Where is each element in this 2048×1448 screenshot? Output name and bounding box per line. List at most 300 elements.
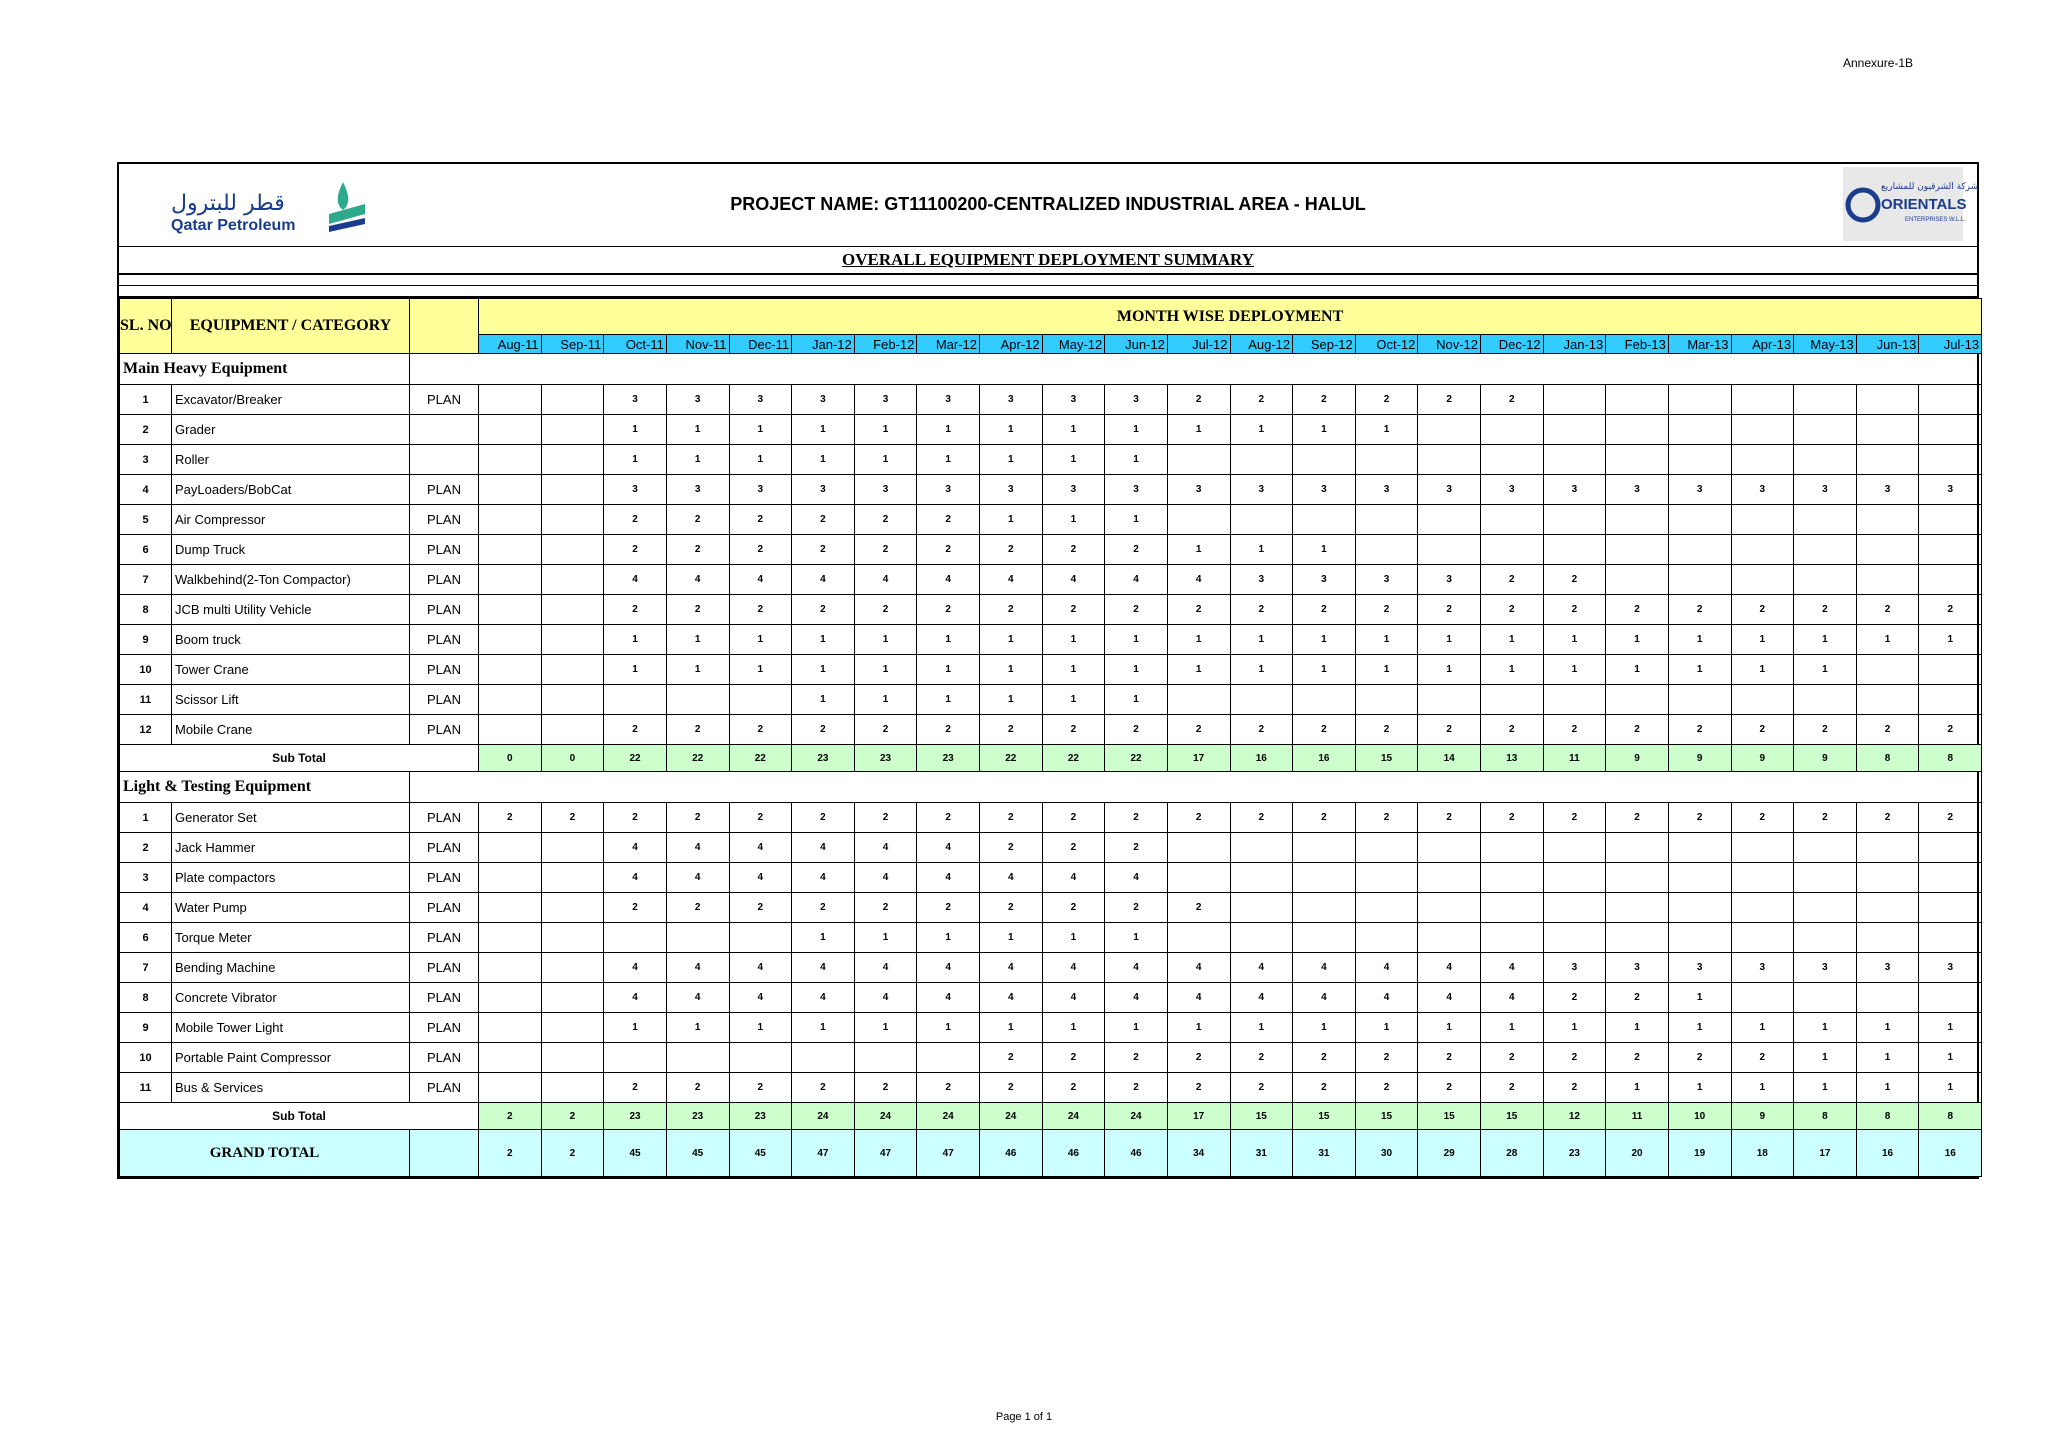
deployment-value: 2 (1418, 1073, 1481, 1103)
deployment-value (541, 1043, 604, 1073)
grand-total-value: 18 (1731, 1130, 1794, 1177)
deployment-value: 1 (917, 1013, 980, 1043)
deployment-value (1856, 685, 1919, 715)
deployment-value (1418, 445, 1481, 475)
deployment-value: 1 (1105, 445, 1168, 475)
deployment-value: 2 (1042, 893, 1105, 923)
deployment-value: 2 (1230, 385, 1293, 415)
month-header: Sep-12 (1293, 335, 1356, 354)
deployment-value (1606, 685, 1669, 715)
deployment-value (541, 1013, 604, 1043)
deployment-value: 4 (1230, 983, 1293, 1013)
deployment-value (1794, 833, 1857, 863)
deployment-value (1919, 923, 1982, 953)
deployment-value (1794, 893, 1857, 923)
equipment-row (120, 625, 1982, 655)
deployment-value: 2 (1794, 803, 1857, 833)
deployment-value (1731, 565, 1794, 595)
plan-label: PLAN (410, 1013, 479, 1043)
deployment-value: 1 (854, 655, 917, 685)
deployment-value (1293, 685, 1356, 715)
deployment-value: 1 (980, 625, 1043, 655)
deployment-value: 3 (1042, 475, 1105, 505)
deployment-value: 2 (729, 893, 792, 923)
deployment-value: 2 (1167, 385, 1230, 415)
equipment-name: Mobile Tower Light (172, 1013, 410, 1043)
qp-logo-text: Qatar Petroleum (171, 217, 296, 234)
deployment-value (1543, 415, 1606, 445)
deployment-value: 4 (1105, 565, 1168, 595)
deployment-value: 2 (792, 1073, 855, 1103)
plan-label: PLAN (410, 1043, 479, 1073)
deployment-value: 2 (917, 595, 980, 625)
deployment-value: 4 (980, 565, 1043, 595)
sl-number: 5 (120, 505, 172, 535)
deployment-value: 1 (1293, 535, 1356, 565)
deployment-value (1481, 685, 1544, 715)
table-body (120, 354, 1982, 1177)
deployment-value: 4 (854, 565, 917, 595)
deployment-value (479, 833, 542, 863)
subtotal-value: 0 (479, 745, 542, 772)
grand-total-value: 23 (1543, 1130, 1606, 1177)
grand-total-row (120, 1130, 1982, 1177)
plan-label: PLAN (410, 625, 479, 655)
deployment-value (541, 923, 604, 953)
subtotal-value: 23 (729, 1103, 792, 1130)
deployment-value (1731, 685, 1794, 715)
deployment-value: 2 (792, 505, 855, 535)
plan-label: PLAN (410, 983, 479, 1013)
deployment-value: 4 (917, 565, 980, 595)
deployment-value: 4 (792, 863, 855, 893)
sl-number: 3 (120, 445, 172, 475)
plan-label (410, 445, 479, 475)
deployment-value (1355, 833, 1418, 863)
deployment-value: 2 (1606, 715, 1669, 745)
equipment-row (120, 833, 1982, 863)
deployment-value: 2 (1919, 715, 1982, 745)
deployment-value (1293, 445, 1356, 475)
deployment-value (1668, 535, 1731, 565)
deployment-value: 2 (1731, 803, 1794, 833)
deployment-value: 4 (854, 833, 917, 863)
deployment-value: 3 (1668, 475, 1731, 505)
deployment-value: 2 (1105, 715, 1168, 745)
deployment-value: 1 (1042, 923, 1105, 953)
equipment-row (120, 385, 1982, 415)
subtotal-value: 9 (1668, 745, 1731, 772)
deployment-value (1167, 923, 1230, 953)
subtotal-value: 2 (479, 1103, 542, 1130)
equipment-row (120, 685, 1982, 715)
equipment-name: PayLoaders/BobCat (172, 475, 410, 505)
deployment-value: 1 (1606, 1013, 1669, 1043)
deployment-value (479, 535, 542, 565)
deployment-value (1167, 445, 1230, 475)
deployment-value (1355, 445, 1418, 475)
deployment-value: 2 (980, 1043, 1043, 1073)
deployment-value (1919, 535, 1982, 565)
equipment-row (120, 655, 1982, 685)
month-header: Mar-13 (1668, 335, 1731, 354)
deployment-value: 1 (1543, 625, 1606, 655)
deployment-value: 1 (1794, 1013, 1857, 1043)
deployment-value: 1 (1355, 415, 1418, 445)
subtotal-value: 23 (917, 745, 980, 772)
deployment-value (1481, 445, 1544, 475)
deployment-value: 4 (729, 863, 792, 893)
deployment-value (604, 685, 667, 715)
deployment-value: 1 (1481, 625, 1544, 655)
month-header: Mar-12 (917, 335, 980, 354)
subtotal-value: 24 (980, 1103, 1043, 1130)
sl-number: 7 (120, 565, 172, 595)
deployment-value: 4 (1481, 953, 1544, 983)
sl-number: 6 (120, 923, 172, 953)
deployment-value (792, 1043, 855, 1073)
equipment-name: Excavator/Breaker (172, 385, 410, 415)
deployment-value: 2 (1042, 535, 1105, 565)
deployment-value: 1 (980, 685, 1043, 715)
deployment-value (1731, 505, 1794, 535)
deployment-value: 1 (1606, 625, 1669, 655)
deployment-value: 1 (1293, 625, 1356, 655)
month-header: Nov-12 (1418, 335, 1481, 354)
deployment-value: 2 (980, 803, 1043, 833)
subtotal-value: 22 (1042, 745, 1105, 772)
deployment-value: 1 (792, 1013, 855, 1043)
month-header: Oct-12 (1355, 335, 1418, 354)
month-header: Apr-12 (980, 335, 1043, 354)
equipment-row (120, 445, 1982, 475)
deployment-value (479, 983, 542, 1013)
deployment-value: 1 (917, 655, 980, 685)
deployment-value: 3 (1418, 475, 1481, 505)
deployment-value (1794, 685, 1857, 715)
subtotal-label: Sub Total (120, 1103, 479, 1130)
deployment-value: 1 (1355, 625, 1418, 655)
grand-total-value: 19 (1668, 1130, 1731, 1177)
subtotal-value: 8 (1919, 745, 1982, 772)
deployment-value: 1 (1481, 1013, 1544, 1043)
plan-label: PLAN (410, 863, 479, 893)
deployment-value: 1 (1042, 505, 1105, 535)
deployment-value (1919, 655, 1982, 685)
deployment-value: 1 (854, 445, 917, 475)
deployment-value: 3 (729, 385, 792, 415)
equipment-row (120, 1013, 1982, 1043)
equipment-row (120, 715, 1982, 745)
deployment-value: 2 (1293, 385, 1356, 415)
deployment-value: 2 (1543, 1073, 1606, 1103)
deployment-value (1543, 385, 1606, 415)
sl-number: 7 (120, 953, 172, 983)
deployment-value (1668, 445, 1731, 475)
subtotal-value: 14 (1418, 745, 1481, 772)
deployment-value: 2 (1230, 803, 1293, 833)
deployment-value (666, 1043, 729, 1073)
equipment-row (120, 505, 1982, 535)
deployment-value: 4 (980, 863, 1043, 893)
deployment-value: 1 (1668, 983, 1731, 1013)
deployment-value (1355, 863, 1418, 893)
plan-label: PLAN (410, 385, 479, 415)
deployment-table (119, 298, 1982, 1177)
deployment-value: 2 (1418, 715, 1481, 745)
deployment-value: 2 (1481, 1073, 1544, 1103)
deployment-value: 1 (1042, 685, 1105, 715)
subtotal-label: Sub Total (120, 745, 479, 772)
subtotal-value: 10 (1668, 1103, 1731, 1130)
deployment-value: 2 (1293, 1073, 1356, 1103)
deployment-value (1668, 893, 1731, 923)
deployment-value (1668, 505, 1731, 535)
deployment-value: 1 (980, 445, 1043, 475)
deployment-value: 1 (1293, 1013, 1356, 1043)
deployment-value: 1 (980, 1013, 1043, 1043)
deployment-value: 4 (666, 833, 729, 863)
deployment-value: 3 (1606, 953, 1669, 983)
deployment-value (1418, 833, 1481, 863)
deployment-value: 1 (1418, 1013, 1481, 1043)
deployment-value: 2 (541, 803, 604, 833)
deployment-value: 2 (1042, 1043, 1105, 1073)
deployment-value: 2 (1293, 715, 1356, 745)
deployment-value (1668, 385, 1731, 415)
grand-total-value: 45 (729, 1130, 792, 1177)
subtotal-value: 17 (1167, 745, 1230, 772)
deployment-value: 4 (792, 833, 855, 863)
deployment-value (729, 1043, 792, 1073)
month-header: Aug-12 (1230, 335, 1293, 354)
month-header: May-12 (1042, 335, 1105, 354)
deployment-value (1543, 445, 1606, 475)
deployment-value (1606, 893, 1669, 923)
deployment-value: 2 (980, 1073, 1043, 1103)
deployment-value: 3 (980, 385, 1043, 415)
equipment-name: Tower Crane (172, 655, 410, 685)
equipment-name: Scissor Lift (172, 685, 410, 715)
deployment-value: 1 (1167, 625, 1230, 655)
deployment-value: 1 (1794, 1043, 1857, 1073)
deployment-value: 4 (1167, 983, 1230, 1013)
deployment-value (1794, 863, 1857, 893)
deployment-value: 1 (792, 625, 855, 655)
deployment-value: 4 (1167, 953, 1230, 983)
equipment-name: Bending Machine (172, 953, 410, 983)
deployment-value: 3 (1856, 475, 1919, 505)
equipment-row (120, 983, 1982, 1013)
deployment-value: 2 (1355, 715, 1418, 745)
sl-no-header: SL. NO (120, 299, 172, 354)
deployment-value: 2 (604, 535, 667, 565)
deployment-value: 4 (604, 863, 667, 893)
deployment-value: 2 (980, 595, 1043, 625)
deployment-value: 4 (1481, 983, 1544, 1013)
deployment-value: 2 (729, 1073, 792, 1103)
annexure-label: Annexure-1B (1843, 56, 1914, 70)
deployment-value (541, 475, 604, 505)
deployment-value (604, 1043, 667, 1073)
deployment-value: 2 (1355, 385, 1418, 415)
sl-number: 4 (120, 475, 172, 505)
deployment-value: 4 (1042, 953, 1105, 983)
equipment-row (120, 893, 1982, 923)
deployment-value (541, 833, 604, 863)
equipment-name: Roller (172, 445, 410, 475)
month-header: Apr-13 (1731, 335, 1794, 354)
deployment-value (1668, 863, 1731, 893)
deployment-value: 1 (1856, 1013, 1919, 1043)
subtotal-row (120, 1103, 1982, 1130)
deployment-value: 2 (1230, 1043, 1293, 1073)
deployment-value (1731, 983, 1794, 1013)
deployment-value: 1 (1919, 1073, 1982, 1103)
deployment-value: 4 (1042, 565, 1105, 595)
deployment-value (1919, 685, 1982, 715)
deployment-value (1418, 893, 1481, 923)
equipment-name: Water Pump (172, 893, 410, 923)
equipment-name: Dump Truck (172, 535, 410, 565)
deployment-value: 1 (604, 655, 667, 685)
deployment-value: 2 (1105, 1043, 1168, 1073)
deployment-value (1606, 415, 1669, 445)
deployment-value (541, 595, 604, 625)
deployment-value (1167, 685, 1230, 715)
month-header: Jan-12 (792, 335, 855, 354)
deployment-value: 1 (1105, 505, 1168, 535)
deployment-value: 3 (1355, 475, 1418, 505)
deployment-value (479, 685, 542, 715)
deployment-value (541, 893, 604, 923)
deployment-value: 2 (1856, 715, 1919, 745)
deployment-value: 2 (1167, 595, 1230, 625)
deployment-value: 4 (1167, 565, 1230, 595)
deployment-value (1919, 983, 1982, 1013)
deployment-value (1731, 923, 1794, 953)
deployment-value: 2 (917, 535, 980, 565)
deployment-value: 4 (1042, 863, 1105, 893)
equipment-name: Grader (172, 415, 410, 445)
equipment-name: Jack Hammer (172, 833, 410, 863)
subtotal-value: 15 (1355, 745, 1418, 772)
subtotal-value: 24 (917, 1103, 980, 1130)
deployment-value (1731, 893, 1794, 923)
deployment-value (1543, 893, 1606, 923)
plan-label: PLAN (410, 655, 479, 685)
deployment-value: 3 (1668, 953, 1731, 983)
equipment-row (120, 1073, 1982, 1103)
deployment-value: 4 (1105, 863, 1168, 893)
deployment-value: 1 (917, 685, 980, 715)
sheet-header (119, 164, 1977, 247)
deployment-value: 1 (854, 1013, 917, 1043)
subtotal-value: 0 (541, 745, 604, 772)
deployment-value: 4 (1105, 953, 1168, 983)
deployment-value: 1 (1794, 625, 1857, 655)
deployment-value: 4 (1293, 953, 1356, 983)
sl-number: 12 (120, 715, 172, 745)
deployment-value (479, 625, 542, 655)
deployment-value (1856, 535, 1919, 565)
deployment-value: 4 (666, 863, 729, 893)
deployment-value (1293, 923, 1356, 953)
deployment-value: 2 (1293, 803, 1356, 833)
deployment-value: 2 (1105, 1073, 1168, 1103)
deployment-value (1543, 685, 1606, 715)
deployment-value: 1 (729, 655, 792, 685)
deployment-value: 2 (479, 803, 542, 833)
sl-number: 11 (120, 1073, 172, 1103)
equipment-row (120, 595, 1982, 625)
equipment-name: Bus & Services (172, 1073, 410, 1103)
header-row (120, 299, 1982, 335)
subtotal-value: 16 (1230, 745, 1293, 772)
deployment-value: 3 (1731, 953, 1794, 983)
sl-number: 2 (120, 415, 172, 445)
deployment-value (1230, 923, 1293, 953)
subtotal-value: 15 (1293, 1103, 1356, 1130)
deployment-value: 1 (1105, 415, 1168, 445)
deployment-value: 2 (792, 535, 855, 565)
sl-number: 9 (120, 1013, 172, 1043)
deployment-value: 2 (1856, 595, 1919, 625)
subtotal-value: 8 (1794, 1103, 1857, 1130)
deployment-value (1481, 505, 1544, 535)
deployment-value (479, 475, 542, 505)
month-header: Aug-11 (479, 335, 542, 354)
deployment-value (479, 1043, 542, 1073)
equipment-row (120, 923, 1982, 953)
grand-total-value: 31 (1293, 1130, 1356, 1177)
deployment-value (1293, 505, 1356, 535)
deployment-value (479, 505, 542, 535)
deployment-value: 2 (666, 1073, 729, 1103)
subtotal-value: 15 (1481, 1103, 1544, 1130)
subtotal-value: 12 (1543, 1103, 1606, 1130)
sl-number: 3 (120, 863, 172, 893)
grand-total-value: 20 (1606, 1130, 1669, 1177)
deployment-value: 2 (604, 803, 667, 833)
grand-total-label: GRAND TOTAL (120, 1130, 410, 1177)
subtotal-value: 9 (1794, 745, 1857, 772)
deployment-value: 2 (1042, 1073, 1105, 1103)
page-number: Page 1 of 1 (995, 1411, 1053, 1423)
deployment-value (1167, 863, 1230, 893)
deployment-value: 2 (980, 535, 1043, 565)
deployment-value (1794, 923, 1857, 953)
deployment-value: 3 (1543, 475, 1606, 505)
deployment-value (1794, 565, 1857, 595)
grand-total-value: 46 (980, 1130, 1043, 1177)
month-header: Feb-12 (854, 335, 917, 354)
deployment-value: 2 (1543, 595, 1606, 625)
sl-number: 2 (120, 833, 172, 863)
month-header: Jul-13 (1919, 335, 1982, 354)
deployment-value: 4 (604, 983, 667, 1013)
grand-total-value: 46 (1042, 1130, 1105, 1177)
deployment-value: 1 (1293, 655, 1356, 685)
deployment-value: 2 (1293, 1043, 1356, 1073)
deployment-value: 2 (666, 893, 729, 923)
deployment-value: 2 (729, 715, 792, 745)
deployment-value: 2 (604, 1073, 667, 1103)
month-header: Dec-12 (1481, 335, 1544, 354)
deployment-value: 1 (1606, 655, 1669, 685)
deployment-value: 2 (1042, 803, 1105, 833)
month-header: Jun-12 (1105, 335, 1168, 354)
